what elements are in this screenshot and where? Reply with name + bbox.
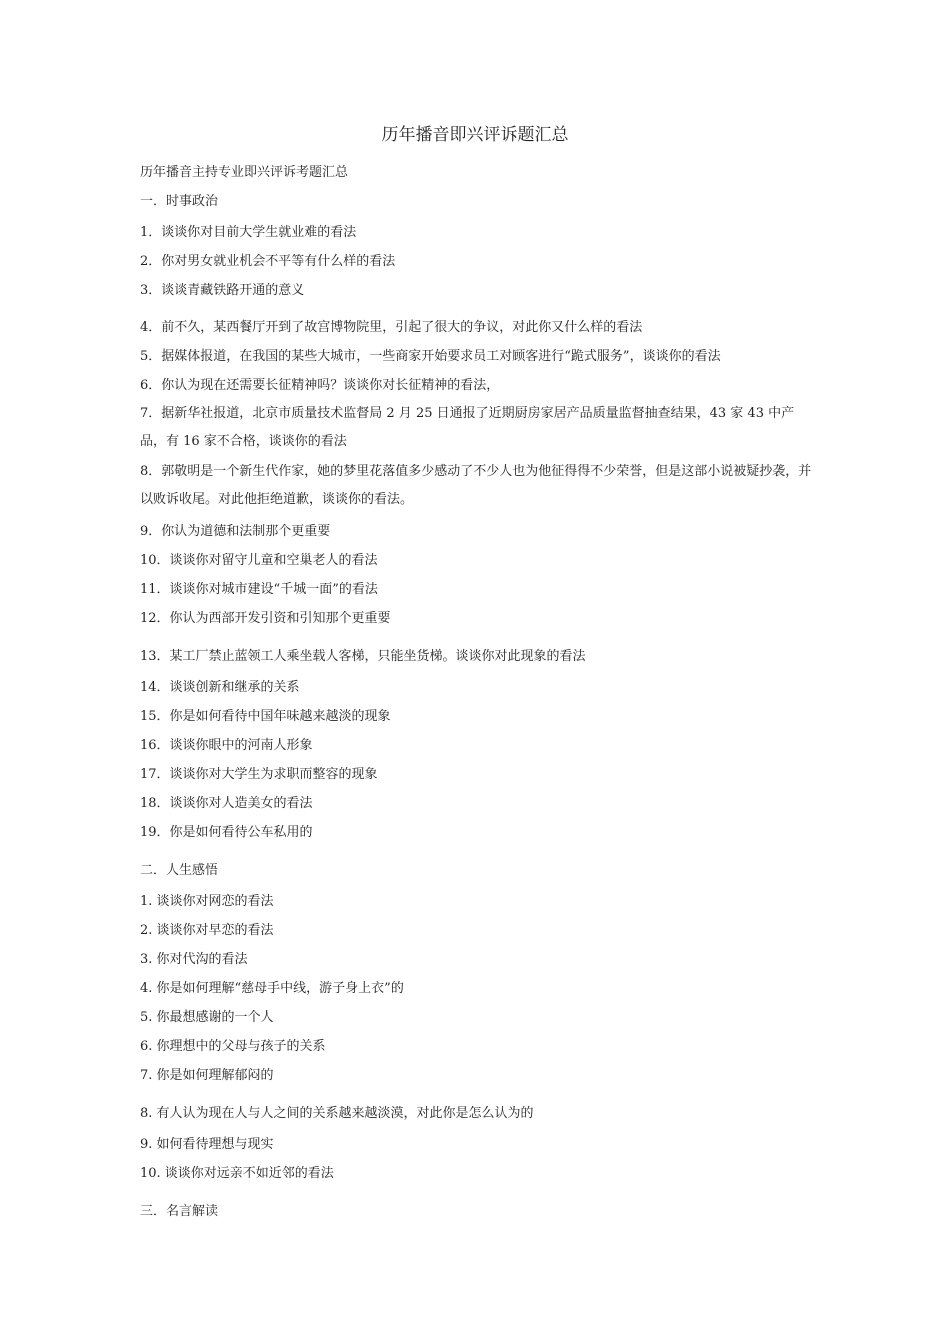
list-item: 15．你是如何看待中国年味越来越淡的现象: [140, 709, 391, 724]
section-heading: 二．人生感悟: [140, 863, 219, 878]
list-item: 2. 谈谈你对早恋的看法: [140, 923, 274, 938]
list-item: 6．你认为现在还需要长征精神吗？谈谈你对长征精神的看法，: [140, 378, 500, 393]
section-heading: 一．时事政治: [140, 194, 219, 209]
page-title: 历年播音即兴评诉题汇总: [381, 125, 569, 145]
list-item: 5. 你最想感谢的一个人: [140, 1010, 274, 1025]
list-item: 9. 如何看待理想与现实: [140, 1137, 274, 1152]
list-item: 11．谈谈你对城市建设“千城一面”的看法: [140, 582, 378, 597]
list-item: 8．郭敬明是一个新生代作家，她的梦里花落值多少感动了不少人也为他征得得不少荣誉，但是这部小说被疑抄袭，并以败诉收尾。对此他拒绝道歉，谈谈你的看法。: [140, 464, 812, 507]
list-item: 14．谈谈创新和继承的关系: [140, 680, 300, 695]
list-item: 7. 你是如何理解郁闷的: [140, 1068, 274, 1083]
list-item: 9．你认为道德和法制那个更重要: [140, 524, 331, 539]
document-subtitle: 历年播音主持专业即兴评诉考题汇总: [140, 165, 349, 180]
list-item: 7．据新华社报道，北京市质量技术监督局 2 月 25 日通报了近期厨房家居产品质量监督抽查结果，43 家 43 中产品，有 16 家不合格，谈谈你的看法: [140, 406, 795, 449]
list-item: 10．谈谈你对留守儿童和空巢老人的看法: [140, 553, 378, 568]
list-item: 16．谈谈你眼中的河南人形象: [140, 738, 313, 753]
list-item: 5．据媒体报道，在我国的某些大城市，一些商家开始要求员工对顾客进行“跪式服务”，谈谈你的看法: [140, 349, 721, 364]
list-item: 10. 谈谈你对远亲不如近邻的看法: [140, 1166, 334, 1181]
list-item: 8. 有人认为现在人与人之间的关系越来越淡漠，对此你是怎么认为的: [140, 1106, 534, 1121]
section-heading: 三．名言解读: [140, 1204, 219, 1219]
list-item: 4. 你是如何理解“慈母手中线，游子身上衣”的: [140, 981, 404, 996]
list-item: 2．你对男女就业机会不平等有什么样的看法: [140, 254, 396, 269]
list-item: 4．前不久，某西餐厅开到了故宫博物院里，引起了很大的争议，对此你又什么样的看法: [140, 320, 643, 335]
list-item: 3．谈谈青藏铁路开通的意义: [140, 283, 305, 298]
list-item: 17．谈谈你对大学生为求职而整容的现象: [140, 767, 378, 782]
list-item: 1．谈谈你对目前大学生就业难的看法: [140, 225, 357, 240]
list-item: 6. 你理想中的父母与孩子的关系: [140, 1039, 326, 1054]
list-item: 18．谈谈你对人造美女的看法: [140, 796, 313, 811]
list-item: 3. 你对代沟的看法: [140, 952, 248, 967]
list-item: 1. 谈谈你对网恋的看法: [140, 894, 274, 909]
list-item: 19．你是如何看待公车私用的: [140, 825, 313, 840]
list-item: 12．你认为西部开发引资和引知那个更重要: [140, 611, 391, 626]
list-item: 13．某工厂禁止蓝领工人乘坐载人客梯，只能坐货梯。谈谈你对此现象的看法: [140, 649, 586, 664]
